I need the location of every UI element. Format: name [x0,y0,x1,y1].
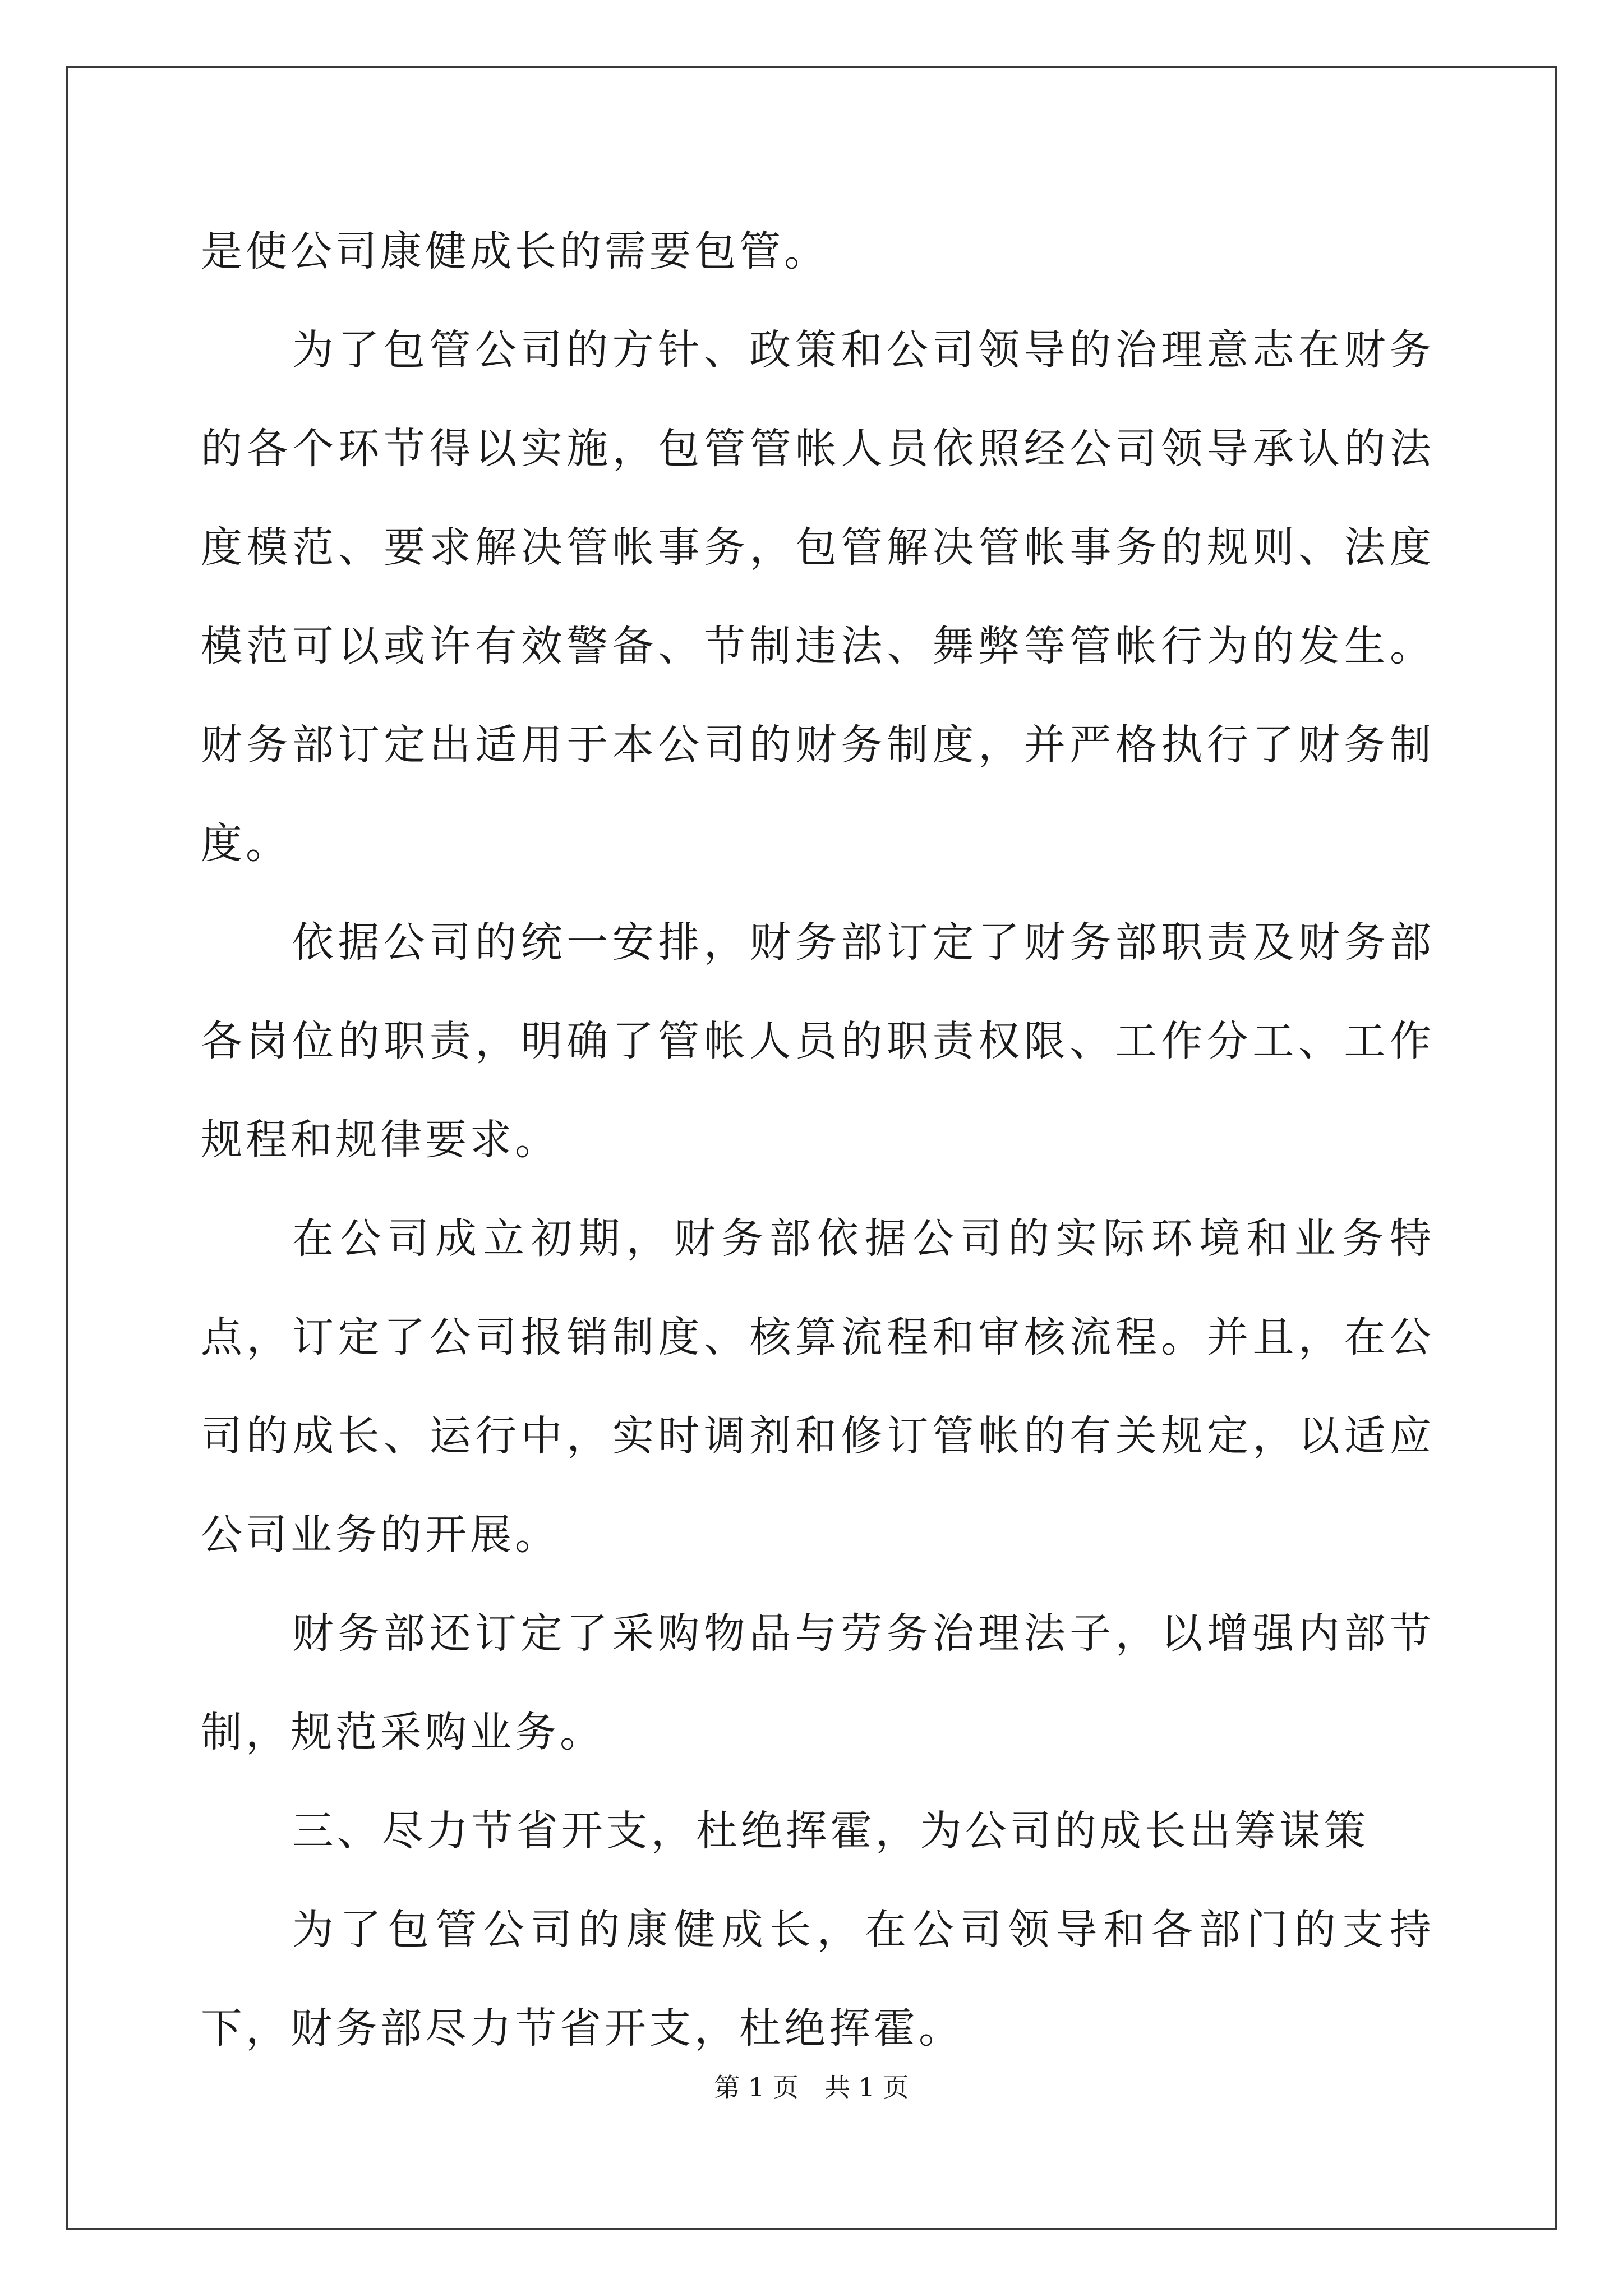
paragraph: 依据公司的统一安排，财务部订定了财务部职责及财务部各岗位的职责，明确了管帐人员的职责权限、工作分工、工作规程和规律要求。 [201,918,1435,1164]
section-heading: 三、尽力节省开支，杜绝挥霍，为公司的成长出筹谋策 [292,1807,1369,1855]
paragraph: 为了包管公司的方针、政策和公司领导的治理意志在财务的各个环节得以实施，包管管帐人员依照经公司领导承认的法度模范、要求解决管帐事务，包管解决管帐事务的规则、法度模范可以或许有效警备、节制违法、舞弊等管帐行为的发生。财务部订定出适用于本公司的财务制度，并严格执行了财务制度。 [201,326,1435,868]
paragraph-continuation: 是使公司康健成长的需要包管。 [201,227,829,275]
paragraph: 为了包管公司的康健成长，在公司领导和各部门的支持下，财务部尽力节省开支，杜绝挥霍。 [201,1906,1435,2053]
page-number-footer: 第 1 页 共 1 页 [714,2072,909,2102]
document-body [201,202,1435,2078]
paragraph: 财务部还订定了采购物品与劳务治理法子，以增强内部节制，规范采购业务。 [201,1609,1435,1756]
paragraph: 在公司成立初期，财务部依据公司的实际环境和业务特点，订定了公司报销制度、核算流程和审核流程。并且，在公司的成长、运行中，实时调剂和修订管帐的有关规定，以适应公司业务的开展。 [201,1214,1435,1559]
